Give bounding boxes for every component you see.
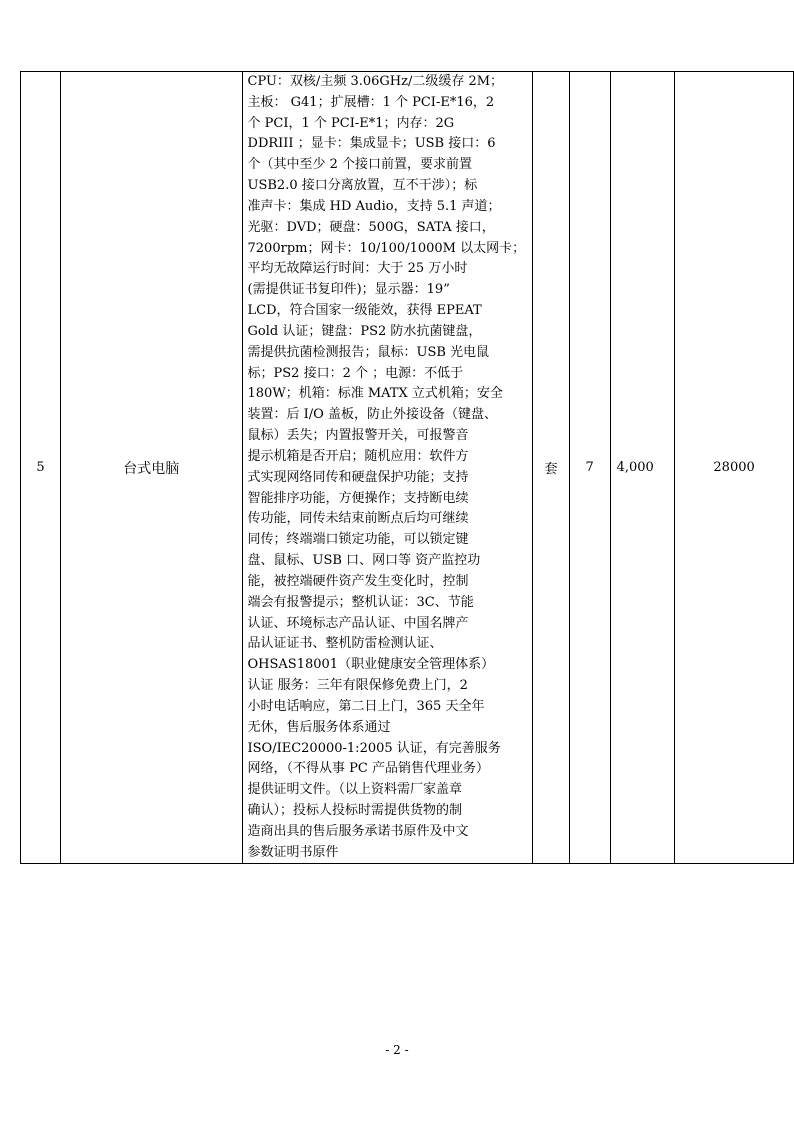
spec-line: ISO/IEC20000-1:2005 认证，有完善服务 <box>247 740 501 756</box>
spec-line: Gold 认证；键盘：PS2 防水抗菌键盘， <box>247 323 482 339</box>
spec-line: 7200rpm；网卡：10/100/1000M 以太网卡； <box>247 240 526 256</box>
spec-line: LCD，符合国家一级能效，获得 EPEAT <box>247 303 482 319</box>
spec-line: 端会有报警提示；整机认证：3C、节能 <box>247 594 474 610</box>
spec-line: 造商出具的售后服务承诺书原件及中文 <box>247 823 469 839</box>
total-cell: 28000 <box>675 72 794 864</box>
spec-line: 平均无故障运行时间：大于 25 万小时 <box>247 261 468 277</box>
spec-line: 参数证明书原件 <box>247 844 339 860</box>
spec-line: 认证、环境标志产品认证、中国名牌产 <box>247 615 469 631</box>
spec-line: 提供证明文件。（以上资料需厂家盖章 <box>247 782 463 798</box>
table-row <box>21 72 794 864</box>
row-index: 5 <box>21 72 61 864</box>
spec-line: 鼠标）丢失；内置报警开关，可报警音 <box>247 428 469 444</box>
spec-line: 180W；机箱：标准 MATX 立式机箱；安全 <box>247 386 503 402</box>
spec-line: 准声卡：集成 HD Audio，支持 5.1 声道； <box>247 198 501 214</box>
spec-line: 传功能，同传未结束前断点后均可继续 <box>247 511 469 527</box>
equipment-spec-table <box>20 71 794 864</box>
spec-line: 标；PS2 接口：2 个 ；电源：不低于 <box>247 365 464 381</box>
spec-line: DDRIII ；显卡：集成显卡；USB 接口：6 <box>247 136 496 152</box>
spec-line: 需提供抗菌检测报告；鼠标：USB 光电鼠 <box>247 344 490 360</box>
page-number: - 2 - <box>385 1043 409 1057</box>
spec-line: 网络，（不得从事 PC 产品销售代理业务） <box>247 761 489 777</box>
spec-line: 主板： G41；扩展槽：1 个 PCI-E*16，2 <box>247 94 495 110</box>
spec-line: 个 PCI，1 个 PCI-E*1；内存：2G <box>247 115 455 131</box>
spec-cell <box>242 72 533 864</box>
spec-line: 品认证证书、整机防雷检测认证、 <box>247 636 443 652</box>
spec-line: 认证 服务：三年有限保修免费上门，2 <box>247 678 468 694</box>
spec-line: 装置：后 I/O 盖板，防止外接设备（键盘、 <box>247 407 497 423</box>
unit-cell: 套 <box>533 72 569 864</box>
spec-line: 确认）；投标人投标时需提供货物的制 <box>247 802 463 818</box>
unit-price-cell: 4,000 <box>610 72 675 864</box>
spec-line: 能，被控端硬件资产发生变化时，控制 <box>247 573 469 589</box>
spec-line: USB2.0 接口分离放置，互不干涉）；标 <box>247 178 478 194</box>
item-name-text: 台式电脑 <box>123 460 180 477</box>
spec-line: 无休，售后服务体系通过 <box>247 719 391 735</box>
spec-line: 提示机箱是否开启；随机应用：软件方 <box>247 448 469 464</box>
spec-line: 个（其中至少 2 个接口前置，要求前置 <box>247 157 473 173</box>
spec-line: 式实现网络同传和硬盘保护功能；支持 <box>247 469 469 485</box>
spec-line: 盘、鼠标、USB 口、网口等 资产监控功 <box>247 553 481 569</box>
spec-line: (需提供证书复印件)；显示器：19” <box>247 282 450 298</box>
spec-line: CPU：双核/主频 3.06GHz/二级缓存 2M； <box>247 74 504 89</box>
spec-line: 光驱：DVD；硬盘：500G，SATA 接口， <box>247 219 495 235</box>
spec-line: 同传；终端端口锁定功能，可以锁定键 <box>247 532 469 548</box>
spec-line: 小时电话响应，第二日上门，365 天全年 <box>247 698 485 714</box>
item-name <box>60 72 242 864</box>
spec-text <box>248 72 529 863</box>
spec-line: 智能排序功能，方便操作；支持断电续 <box>247 490 469 506</box>
spec-line: OHSAS18001（职业健康安全管理体系） <box>247 657 495 673</box>
quantity-cell: 7 <box>569 72 610 864</box>
